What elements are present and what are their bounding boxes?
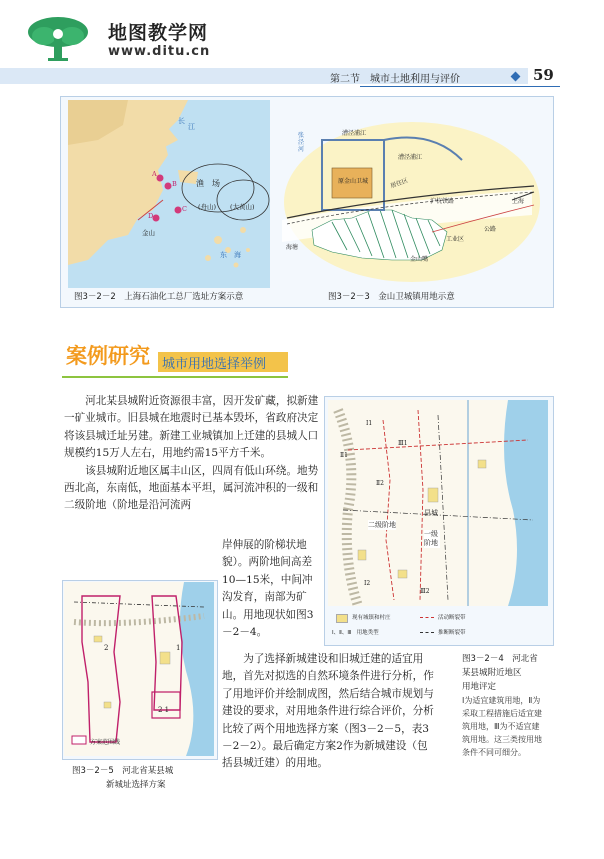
body-paragraphs: [64, 393, 322, 515]
legend-inferred-fault-line: [420, 632, 434, 633]
map1-label-a: A: [152, 170, 157, 178]
map2-label-housing: 居住区: [389, 177, 410, 190]
map1-label-fishery: 渔 场: [196, 179, 220, 188]
map3-label-i1: Ⅰ1: [366, 420, 373, 427]
site-selection-scheme-map: [64, 582, 214, 756]
tree-logo-icon: [18, 14, 98, 64]
figure-2-3-caption: 图3－2－3 金山卫城镇用地示意: [328, 292, 455, 302]
land-evaluation-map: [328, 400, 548, 606]
map4-label-scheme2: 2: [104, 644, 109, 652]
map2-label-shanghai: 上海: [512, 198, 525, 205]
header-rule: [360, 86, 560, 87]
map1-label-sea: 东 海: [220, 251, 241, 259]
map2-label-road: 公路: [484, 226, 497, 233]
map2-label-town: 原金山卫城: [338, 178, 369, 185]
map2-label-rail: 沪杭铁路: [430, 198, 455, 205]
case-study-badge: 案例研究: [66, 344, 150, 368]
map2-label-canal2: 漕泾浦江: [398, 154, 423, 161]
legend-village-label: 现有城镇和村庄: [352, 615, 391, 621]
map4-label-scheme21: 2 1: [158, 706, 170, 714]
map2-label-industry: 工业区: [446, 236, 465, 243]
figure-2-4-caption-2: 某县城附近地区: [462, 668, 522, 678]
logo-url: www.ditu.cn: [108, 44, 211, 59]
body-paragraph-2b: 岸伸展的阶梯状地貌）。两阶地间高差10—15米，中间冲沟发育，南部为矿山。用地现状如图3－2－4。: [222, 539, 314, 639]
map2-label-beach: 金山嘴: [410, 256, 429, 263]
map1-label-zhoushan: (舟山): [198, 203, 217, 211]
map1-label-b: B: [172, 180, 177, 188]
case-study-title: 城市用地选择举例: [162, 357, 267, 372]
map3-label-ii1: Ⅱ1: [340, 452, 348, 459]
paragraph-1: 河北某县城附近资源很丰富，因开发矿藏，拟新建一矿业城市。旧县城在地震时已基本毁坏，省政府决定将该县城迁址另建。新建工业城镇加上迁建的县城人口规模约15万人左右，用地约需15平方千米。: [64, 395, 319, 460]
map2-label-canal: 漕泾浦江: [342, 130, 367, 137]
case-study-underline: [62, 376, 288, 378]
map3-label-terrace1: 一级阶地: [424, 530, 438, 547]
figure-2-4-caption-3: 用地评定: [462, 682, 497, 692]
map2-label-seawall: 海塘: [286, 244, 299, 251]
map1-label-d: D: [148, 212, 154, 220]
site-marker-d: [153, 215, 160, 222]
site-marker-c: [175, 207, 182, 214]
legend-land-types-label: Ⅰ、Ⅱ、Ⅲ 用地类型: [332, 630, 379, 636]
page-number: 59: [533, 66, 554, 84]
section-label: 第二节 城市土地利用与评价: [330, 74, 460, 85]
map1-label-jinshan: 金山: [142, 229, 155, 237]
map1-label-water2: 江: [188, 123, 195, 131]
site-marker-a: [157, 175, 164, 182]
header-bar: [0, 64, 604, 86]
map4-label-scheme1: 1: [176, 644, 181, 652]
site-marker-b: [165, 183, 172, 190]
map4-legend-label: 方案范围线: [90, 739, 121, 746]
map1-label-water: 长: [178, 117, 185, 125]
map3-label-terrace2: 二级阶地: [368, 521, 396, 529]
body-paragraph-3: 为了选择新城建设和旧城迁建的适宜用地，首先对拟选的自然环境条件进行分析，作了用地评价并绘制成图，然后结合城市规划与建设的要求，对用地条件进行综合评价，分析比较了两个用地选择方案（图3－2－5，表3－2－2）。最后确定方案2作为新城建设（包括县城迁建）的用地。: [222, 653, 434, 770]
case-study-heading: [62, 338, 302, 380]
legend-village-swatch: [336, 614, 348, 623]
map1-label-c: C: [182, 205, 187, 213]
figure-2-4-note: Ⅰ为适宜建筑用地，Ⅱ为采取工程措施后适宜建筑用地，Ⅲ为不适宜建筑用地。这三类按用地条件不同可细分。: [462, 696, 542, 757]
map3-label-county: 县城: [424, 509, 438, 517]
legend-inferred-fault-label: 推断断裂带: [438, 630, 466, 636]
site-logo[interactable]: [18, 14, 211, 62]
map3-label-ii2: Ⅱ2: [376, 480, 384, 487]
paragraph-2a: 该县城附近地区属丰山区，四周有低山环绕。地势西北高，东南低，地面基本平坦，属河流冲积的一级和二级阶地（阶地是沿河流两: [64, 464, 319, 512]
map2-label-river: 张泾河: [298, 132, 305, 153]
map1-label-dayang: (大黄山): [230, 203, 255, 211]
legend-active-fault-line: [420, 617, 434, 618]
logo-title: 地图教学网: [108, 22, 209, 44]
figure-2-5-caption-1: 图3－2－5 河北省某县城: [72, 766, 174, 776]
figure-2-2-caption: 图3－2－2 上海石油化工总厂选址方案示意: [74, 292, 244, 302]
map3-label-iii2: Ⅲ2: [420, 588, 430, 595]
map3-label-i2: Ⅰ2: [364, 580, 371, 587]
figure-2-5-caption-2: 新城址选择方案: [106, 780, 166, 790]
map3-label-iii1: Ⅲ1: [398, 440, 408, 447]
figure-2-4-caption-1: 图3－2－4 河北省: [462, 654, 538, 664]
legend-active-fault-label: 活动断裂带: [438, 615, 466, 621]
